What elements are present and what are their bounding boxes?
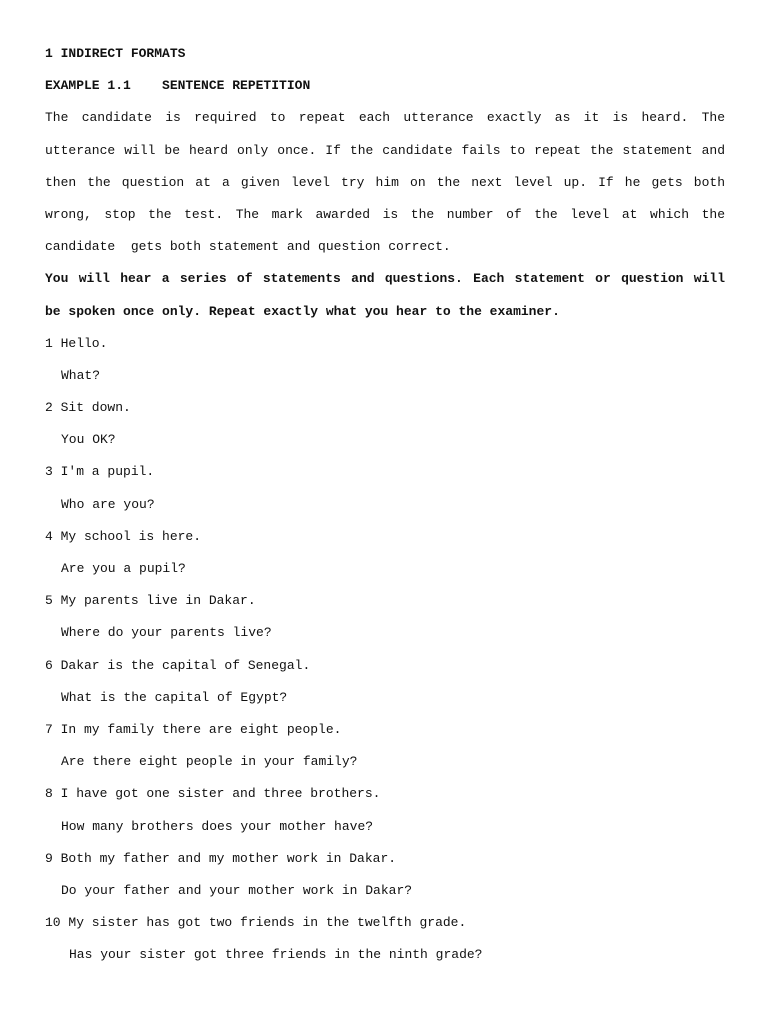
item-question: Where do your parents live? [61, 625, 272, 641]
description-line: then the question at a given level try him on the next level up. If he gets both [45, 174, 725, 190]
item-question: How many brothers does your mother have? [61, 818, 374, 834]
item-statement: 5 My parents live in Dakar. [45, 593, 256, 609]
item-question: Has your sister got three friends in the ninth grade? [69, 947, 483, 963]
instruction-line: be spoken once only. Repeat exactly what you hear to the examiner. [45, 303, 560, 319]
description-line: The candidate is required to repeat each utterance exactly as it is heard. The [45, 110, 725, 126]
item-statement: 10 My sister has got two friends in the twelfth grade. [45, 915, 467, 931]
item-statement: 6 Dakar is the capital of Senegal. [45, 657, 311, 673]
instruction-line: You will hear a series of statements and questions. Each statement or question will [45, 271, 725, 287]
item-statement: 3 I'm a pupil. [45, 464, 155, 480]
item-statement: 9 Both my father and my mother work in Dakar. [45, 850, 397, 866]
item-question: Do your father and your mother work in Dakar? [61, 882, 413, 898]
item-list [45, 328, 725, 972]
description-line: utterance will be heard only once. If the candidate fails to repeat the statement and [45, 142, 725, 158]
item-question: What? [61, 367, 101, 383]
description-line: wrong, stop the test. The mark awarded is the number of the level at which the [45, 206, 725, 222]
section-heading: 1 INDIRECT FORMATS [45, 46, 186, 61]
item-question: What is the capital of Egypt? [61, 689, 288, 705]
item-statement: 2 Sit down. [45, 400, 131, 416]
document-page [45, 38, 725, 971]
description-paragraph [45, 102, 725, 263]
instruction-paragraph [45, 263, 725, 327]
item-statement: 1 Hello. [45, 335, 108, 351]
item-statement: 7 In my family there are eight people. [45, 721, 342, 737]
item-question: You OK? [61, 432, 116, 448]
item-statement: 8 I have got one sister and three brothers. [45, 786, 381, 802]
item-question: Who are you? [61, 496, 155, 512]
item-question: Are there eight people in your family? [61, 754, 358, 770]
item-statement: 4 My school is here. [45, 528, 202, 544]
item-question: Are you a pupil? [61, 561, 186, 576]
example-heading: EXAMPLE 1.1 SENTENCE REPETITION [45, 78, 311, 94]
description-line: candidate gets both statement and question correct. [45, 239, 451, 255]
